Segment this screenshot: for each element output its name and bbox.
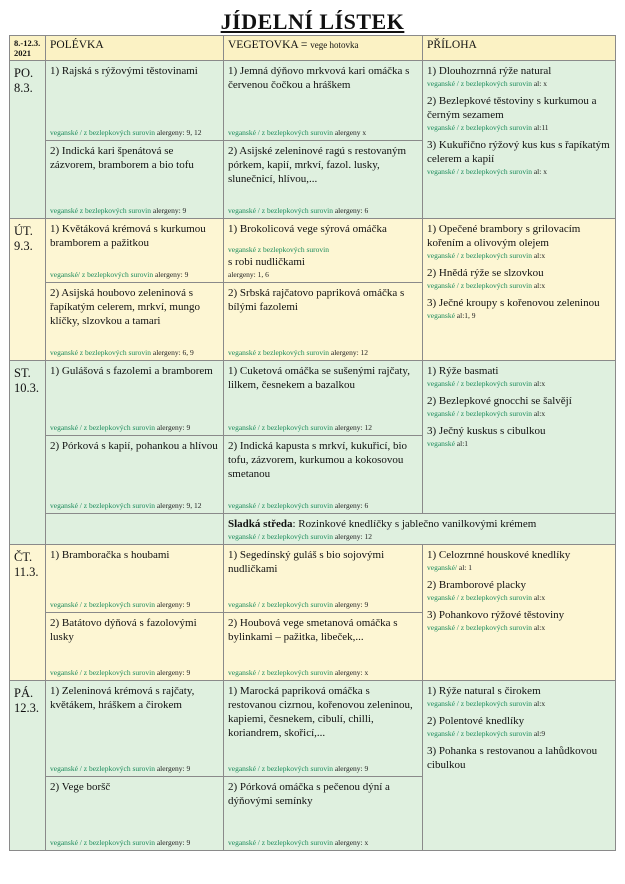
dish-cell bbox=[46, 777, 224, 851]
diet-note bbox=[50, 600, 220, 610]
side-item bbox=[427, 94, 612, 133]
side-name: 3) Kukuřično rýžový kus kus s řapíkatým celerem a kapií bbox=[427, 139, 610, 165]
soup-column-header: POLÉVKA bbox=[46, 36, 224, 61]
side-item bbox=[427, 744, 612, 772]
dish-top bbox=[50, 64, 220, 78]
dish-top bbox=[50, 780, 220, 794]
day-label bbox=[10, 545, 46, 681]
diet-note bbox=[50, 668, 220, 678]
sweet-wednesday bbox=[224, 514, 616, 545]
diet-label: veganské / z bezlepkových surovin bbox=[228, 600, 333, 609]
dish-bottom bbox=[228, 422, 419, 433]
allergens: alergeny: x bbox=[334, 838, 369, 847]
diet-label: veganské bbox=[427, 439, 455, 448]
day-date: 12.3. bbox=[14, 701, 39, 715]
diet-note bbox=[228, 348, 419, 358]
allergens: alergeny: 9 bbox=[156, 668, 191, 677]
diet-note bbox=[427, 409, 612, 419]
allergens: alergeny: 1, 6 bbox=[228, 270, 269, 279]
dish-bottom bbox=[50, 500, 220, 511]
diet-label: veganské / z bezlepkových surovin bbox=[228, 206, 333, 215]
diet-note bbox=[50, 270, 220, 280]
side-name: 2) Polentové knedlíky bbox=[427, 715, 525, 727]
dish-cell bbox=[46, 141, 224, 219]
diet-note bbox=[427, 699, 612, 709]
allergens: al:x bbox=[533, 699, 546, 708]
side-cell bbox=[423, 545, 616, 681]
dish-name: 2) Indická kapusta s mrkví, kukuřicí, bio tofu, zázvorem, kurkumou a kokosovou smetanou bbox=[228, 440, 408, 480]
dish-name: 2) Asijská houbovo zeleninová s řapíkatým celerem, mrkví, mungo klíčky, slzovkou a tamari bbox=[50, 287, 200, 327]
dish-top bbox=[228, 286, 419, 314]
diet-label: veganské / z bezlepkových surovin bbox=[228, 501, 333, 510]
dish-cell bbox=[224, 613, 423, 681]
diet-note bbox=[228, 423, 419, 433]
dish-bottom bbox=[50, 763, 220, 774]
dish-top bbox=[228, 64, 419, 92]
diet-label: veganské / z bezlepkových surovin bbox=[427, 593, 532, 602]
side-name: 1) Celozrnné houskové knedlíky bbox=[427, 549, 571, 561]
dish-block bbox=[50, 144, 220, 216]
dish-cell bbox=[46, 436, 224, 514]
dish-top bbox=[50, 684, 220, 712]
side-name: 2) Bezlepkové těstoviny s kurkumou a černým sezamem bbox=[427, 95, 597, 121]
dish-name: 1) Květáková krémová s kurkumou bramborem a pažitkou bbox=[50, 223, 206, 249]
day-row-1 bbox=[10, 61, 616, 141]
dish-bottom bbox=[228, 347, 419, 358]
sweet-dish bbox=[228, 517, 612, 531]
side-item bbox=[427, 578, 612, 603]
dish-cell bbox=[46, 681, 224, 777]
day-date: 10.3. bbox=[14, 381, 39, 395]
dish-block bbox=[50, 439, 220, 511]
dish-cell bbox=[224, 141, 423, 219]
dish-block bbox=[228, 64, 419, 138]
dish-cell bbox=[46, 283, 224, 361]
diet-label: veganské / z bezlepkových surovin bbox=[427, 281, 532, 290]
allergens: al: x bbox=[533, 79, 547, 88]
day-date: 9.3. bbox=[14, 239, 33, 253]
diet-note bbox=[50, 764, 220, 774]
sweet-label: Sladká středa bbox=[228, 518, 293, 530]
dish-bottom bbox=[50, 347, 220, 358]
allergens: al:1 bbox=[456, 439, 469, 448]
dish-block bbox=[228, 286, 419, 358]
dish-cell bbox=[224, 361, 423, 436]
dish-block bbox=[50, 616, 220, 678]
dish-top bbox=[228, 439, 419, 481]
dish-block bbox=[50, 684, 220, 774]
dish-name: 2) Srbská rajčatovo papriková omáčka s bílými fazolemi bbox=[228, 287, 405, 313]
side-cell bbox=[423, 61, 616, 219]
diet-label: veganské / z bezlepkových surovin bbox=[427, 699, 532, 708]
diet-note bbox=[50, 206, 220, 216]
diet-label: veganské z bezlepkových surovin bbox=[228, 245, 330, 254]
allergens: alergeny: 9 bbox=[334, 600, 369, 609]
side-item bbox=[427, 64, 612, 89]
dish-bottom bbox=[228, 763, 419, 774]
diet-label: veganské / z bezlepkových surovin bbox=[50, 600, 155, 609]
dish-bottom bbox=[228, 837, 419, 848]
allergens: al:x bbox=[533, 281, 546, 290]
diet-label: veganské / z bezlepkových surovin bbox=[50, 668, 155, 677]
day-row-5 bbox=[10, 681, 616, 777]
day-row-3 bbox=[10, 361, 616, 436]
dish-bottom bbox=[228, 205, 419, 216]
dish-name: 1) Rajská s rýžovými těstovinami bbox=[50, 65, 198, 77]
allergens: al:1, 9 bbox=[456, 311, 476, 320]
dish-cell bbox=[46, 61, 224, 141]
side-item bbox=[427, 548, 612, 573]
diet-note bbox=[427, 593, 612, 603]
sweet-spacer bbox=[46, 514, 224, 545]
allergens: alergeny: 9 bbox=[156, 423, 191, 432]
diet-note bbox=[427, 623, 612, 633]
dish-top bbox=[228, 548, 419, 576]
dish-name: 1) Gulášová s fazolemi a bramborem bbox=[50, 365, 213, 377]
day-date: 11.3. bbox=[14, 565, 39, 579]
side-name: 1) Rýže basmati bbox=[427, 365, 499, 377]
allergens: alergeny: 6, 9 bbox=[152, 348, 194, 357]
dish-block bbox=[228, 780, 419, 848]
day-row-4 bbox=[10, 545, 616, 613]
day-name: ČT. bbox=[14, 550, 33, 564]
dish-top bbox=[50, 439, 220, 453]
diet-note bbox=[228, 128, 419, 138]
diet-note bbox=[228, 245, 419, 255]
diet-note bbox=[228, 532, 612, 542]
menu-table bbox=[9, 35, 616, 851]
header-row bbox=[10, 36, 616, 61]
dish-cell bbox=[224, 681, 423, 777]
side-name: 1) Opečené brambory s grilovacím kořením a olivovým olejem bbox=[427, 223, 581, 249]
dish-cell bbox=[224, 545, 423, 613]
side-cell bbox=[423, 681, 616, 851]
side-item bbox=[427, 608, 612, 633]
dish-bottom bbox=[50, 837, 220, 848]
dish-block bbox=[228, 222, 419, 280]
side-name: 2) Bezlepkové gnocchi se šalvějí bbox=[427, 395, 572, 407]
dish-bottom bbox=[228, 244, 419, 280]
allergens: alergeny: 9 bbox=[156, 764, 191, 773]
dish-name: 1) Bramboračka s houbami bbox=[50, 549, 170, 561]
dish-name: 1) Cuketová omáčka se sušenými rajčaty, lilkem, česnekem a bazalkou bbox=[228, 365, 410, 391]
dish-name: 2) Vege boršč bbox=[50, 781, 111, 793]
side-column-header: PŘÍLOHA bbox=[423, 36, 616, 61]
dish-block bbox=[50, 364, 220, 433]
diet-label: veganské/ z bezlepkových surovin bbox=[50, 270, 154, 279]
dish-top bbox=[228, 684, 419, 740]
dish-top bbox=[50, 222, 220, 250]
side-item bbox=[427, 714, 612, 739]
side-item bbox=[427, 138, 612, 177]
dish-extra: s robi nudličkami bbox=[228, 256, 305, 268]
diet-label: veganské z bezlepkových surovin bbox=[50, 348, 152, 357]
dish-block bbox=[50, 286, 220, 358]
dish-name: 2) Batátovo dýňová s fazolovými lusky bbox=[50, 617, 197, 643]
day-name: PO. bbox=[14, 66, 34, 80]
dish-bottom bbox=[228, 500, 419, 511]
dish-block bbox=[228, 548, 419, 610]
dish-cell bbox=[224, 61, 423, 141]
diet-note bbox=[427, 79, 612, 89]
dish-name: 2) Pórková omáčka s pečenou dýní a dýňovými semínky bbox=[228, 781, 390, 807]
diet-note bbox=[50, 128, 220, 138]
dish-name: 2) Houbová vege smetanová omáčka s bylinkami – pažitka, libeček,... bbox=[228, 617, 398, 643]
diet-note bbox=[427, 563, 612, 573]
dish-bottom bbox=[50, 422, 220, 433]
diet-note bbox=[427, 311, 612, 321]
allergens: alergeny: 9 bbox=[156, 600, 191, 609]
allergens: alergeny: 6 bbox=[334, 501, 369, 510]
diet-label: veganské / z bezlepkových surovin bbox=[50, 423, 155, 432]
allergens: alergeny: 9 bbox=[156, 838, 191, 847]
diet-note bbox=[427, 281, 612, 291]
dish-top bbox=[50, 364, 220, 378]
diet-label: veganské / z bezlepkových surovin bbox=[228, 838, 333, 847]
sweet-row bbox=[10, 514, 616, 545]
dish-top bbox=[228, 364, 419, 392]
diet-label: veganské / z bezlepkových surovin bbox=[228, 764, 333, 773]
side-name: 1) Rýže natural s čirokem bbox=[427, 685, 541, 697]
dish-name: 2) Indická kari špenátová se zázvorem, bramborem a bio tofu bbox=[50, 145, 194, 171]
dish-bottom bbox=[50, 127, 220, 138]
dish-block bbox=[50, 548, 220, 610]
diet-note bbox=[427, 167, 612, 177]
dish-name: 1) Brokolicová vege sýrová omáčka bbox=[228, 223, 387, 235]
allergens: alergeny: 12 bbox=[330, 348, 369, 357]
dish-cell bbox=[46, 613, 224, 681]
allergens: al:x bbox=[533, 379, 546, 388]
diet-label: veganské / z bezlepkových surovin bbox=[228, 532, 333, 541]
dish-top bbox=[50, 616, 220, 644]
dish-bottom bbox=[50, 205, 220, 216]
diet-label: veganské z bezlepkových surovin bbox=[50, 206, 152, 215]
allergens: al:x bbox=[533, 251, 546, 260]
allergens: alergeny: 6 bbox=[334, 206, 369, 215]
diet-note bbox=[427, 379, 612, 389]
allergens: alergeny: 9 bbox=[152, 206, 187, 215]
dish-block bbox=[228, 616, 419, 678]
allergens: al:x bbox=[533, 593, 546, 602]
dish-block bbox=[228, 364, 419, 433]
dish-name: 1) Marocká papriková omáčka s restovanou cizrnou, kořenovou zeleninou, kapiemi, česnekem, cibulí, chilli, koriandrem, skořicí,... bbox=[228, 685, 413, 739]
side-item bbox=[427, 424, 612, 449]
diet-label: veganské / z bezlepkových surovin bbox=[228, 423, 333, 432]
diet-label: veganské / z bezlepkových surovin bbox=[228, 668, 333, 677]
diet-label: veganské / z bezlepkových surovin bbox=[427, 729, 532, 738]
dish-name: 2) Asijské zeleninové ragú s restovaným pórkem, kapií, mrkví, fazol. lusky, slunečnicí, hlívou,... bbox=[228, 145, 407, 185]
day-name: ÚT. bbox=[14, 224, 33, 238]
side-name: 3) Pohankovo rýžové těstoviny bbox=[427, 609, 565, 621]
diet-label: veganské / z bezlepkových surovin bbox=[427, 79, 532, 88]
allergens: al: 1 bbox=[458, 563, 472, 572]
diet-note bbox=[427, 123, 612, 133]
diet-note bbox=[50, 348, 220, 358]
dish-block bbox=[50, 780, 220, 848]
side-name: 2) Bramborové placky bbox=[427, 579, 526, 591]
diet-note bbox=[228, 838, 419, 848]
diet-label: veganské / z bezlepkových surovin bbox=[50, 128, 155, 137]
day-date: 8.3. bbox=[14, 81, 33, 95]
dish-bottom bbox=[50, 269, 220, 280]
side-item bbox=[427, 684, 612, 709]
diet-label: veganské / z bezlepkových surovin bbox=[427, 123, 532, 132]
dish-top bbox=[50, 144, 220, 172]
diet-note bbox=[427, 251, 612, 261]
dish-name: 1) Jemná dýňovo mrkvová kari omáčka s červenou čočkou a hráškem bbox=[228, 65, 410, 91]
dish-bottom bbox=[228, 599, 419, 610]
dish-top bbox=[228, 222, 419, 236]
diet-label: veganské / z bezlepkových surovin bbox=[427, 409, 532, 418]
dish-cell bbox=[224, 283, 423, 361]
dish-block bbox=[228, 684, 419, 774]
dish-block bbox=[228, 144, 419, 216]
side-item bbox=[427, 222, 612, 261]
side-cell bbox=[423, 219, 616, 361]
dish-cell bbox=[46, 361, 224, 436]
side-name: 3) Pohanka s restovanou a lahůdkovou cibulkou bbox=[427, 745, 598, 771]
allergens: al:9 bbox=[533, 729, 546, 738]
side-item bbox=[427, 266, 612, 291]
diet-label: veganské / z bezlepkových surovin bbox=[50, 838, 155, 847]
day-label bbox=[10, 61, 46, 219]
side-cell bbox=[423, 361, 616, 514]
dish-top bbox=[50, 548, 220, 562]
side-name: 3) Ječné kroupy s kořenovou zeleninou bbox=[427, 297, 600, 309]
allergens: alergeny: 12 bbox=[334, 532, 372, 541]
diet-note bbox=[228, 668, 419, 678]
dish-bottom bbox=[50, 599, 220, 610]
diet-label: veganské / z bezlepkových surovin bbox=[228, 128, 333, 137]
diet-label: veganské z bezlepkových surovin bbox=[228, 348, 330, 357]
dish-top bbox=[228, 144, 419, 186]
diet-note bbox=[50, 423, 220, 433]
diet-label: veganské / z bezlepkových surovin bbox=[427, 379, 532, 388]
day-name: ST. bbox=[14, 366, 31, 380]
allergens: alergeny: x bbox=[334, 668, 369, 677]
side-name: 3) Ječný kuskus s cibulkou bbox=[427, 425, 546, 437]
dish-name: 1) Zeleninová krémová s rajčaty, květákem, hráškem a čirokem bbox=[50, 685, 195, 711]
diet-note bbox=[427, 439, 612, 449]
side-item bbox=[427, 364, 612, 389]
dish-cell bbox=[224, 777, 423, 851]
dish-cell bbox=[46, 545, 224, 613]
dish-cell bbox=[224, 219, 423, 283]
diet-label: veganské / z bezlepkových surovin bbox=[427, 623, 532, 632]
diet-label: veganské / z bezlepkových surovin bbox=[427, 251, 532, 260]
diet-note bbox=[228, 764, 419, 774]
dish-name: 2) Pórková s kapií, pohankou a hlívou bbox=[50, 440, 218, 452]
diet-label: veganské / z bezlepkových surovin bbox=[427, 167, 532, 176]
dish-top bbox=[50, 286, 220, 328]
allergens: alergeny: 12 bbox=[334, 423, 372, 432]
diet-note bbox=[228, 206, 419, 216]
day-label bbox=[10, 681, 46, 851]
allergens: alergeny: 9 bbox=[154, 270, 189, 279]
dish-cell bbox=[46, 219, 224, 283]
day-label bbox=[10, 361, 46, 545]
day-label bbox=[10, 219, 46, 361]
diet-label: veganské / z bezlepkových surovin bbox=[50, 501, 155, 510]
sweet-name: : Rozinkové knedlíčky s jablečno vanilkovými krémem bbox=[292, 518, 537, 530]
dish-top bbox=[228, 780, 419, 808]
allergens: al:x bbox=[533, 409, 546, 418]
dish-cell bbox=[224, 436, 423, 514]
allergens: alergeny: 9, 12 bbox=[156, 128, 202, 137]
diet-note bbox=[228, 600, 419, 610]
diet-note bbox=[228, 501, 419, 511]
day-row-2 bbox=[10, 219, 616, 283]
diet-label: veganské/ bbox=[427, 563, 457, 572]
side-item bbox=[427, 296, 612, 321]
date-range: 8.-12.3. 2021 bbox=[10, 36, 46, 61]
diet-label: veganské / z bezlepkových surovin bbox=[50, 764, 155, 773]
dish-bottom bbox=[50, 667, 220, 678]
diet-note bbox=[427, 729, 612, 739]
dish-block bbox=[228, 439, 419, 511]
allergens: alergeny: 9 bbox=[334, 764, 369, 773]
allergens: al:x bbox=[533, 623, 546, 632]
allergens: alergeny: 9, 12 bbox=[156, 501, 202, 510]
diet-note bbox=[50, 501, 220, 511]
dish-bottom bbox=[228, 127, 419, 138]
dish-block bbox=[50, 222, 220, 280]
side-name: 2) Hnědá rýže se slzovkou bbox=[427, 267, 544, 279]
diet-note bbox=[50, 838, 220, 848]
dish-name: 1) Segedínský guláš s bio sojovými nudličkami bbox=[228, 549, 385, 575]
side-item bbox=[427, 394, 612, 419]
allergens: al: x bbox=[533, 167, 547, 176]
side-name: 1) Dlouhozrnná rýže natural bbox=[427, 65, 552, 77]
diet-label: veganské bbox=[427, 311, 455, 320]
vegetovka-column-header: VEGETOVKA = vege hotovka bbox=[224, 36, 423, 61]
dish-top bbox=[228, 616, 419, 644]
dish-bottom bbox=[228, 667, 419, 678]
dish-block bbox=[50, 64, 220, 138]
day-name: PÁ. bbox=[14, 686, 34, 700]
allergens: al:11 bbox=[533, 123, 549, 132]
page-title: JÍDELNÍ LÍSTEK bbox=[220, 9, 405, 34]
allergens: alergeny x bbox=[334, 128, 367, 137]
